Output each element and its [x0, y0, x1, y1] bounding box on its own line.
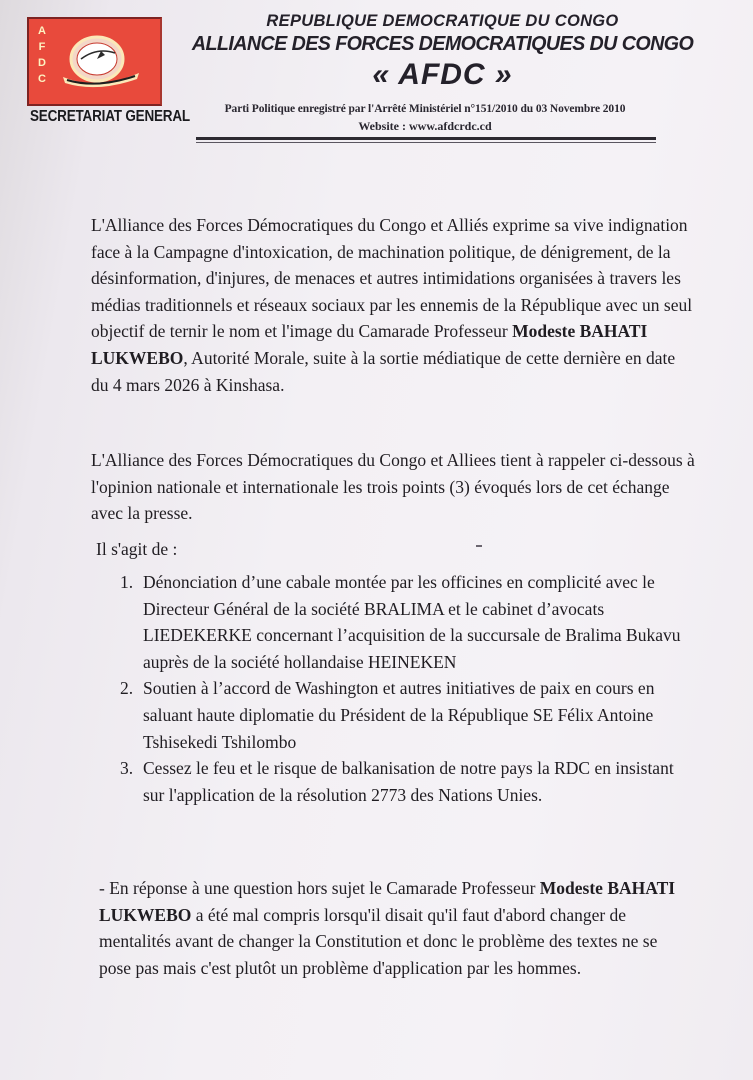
points-list [96, 569, 686, 808]
list-number: 3. [120, 758, 134, 779]
secretariat-label: SECRETARIAT GENERAL [30, 107, 190, 125]
logo-letter: A [38, 25, 46, 37]
list-number: 2. [120, 678, 134, 699]
list-text: Cessez le feu et le risque de balkanisation de notre pays la RDC en insistant sur l'application de la résolution 2773 des Nations Unies. [143, 758, 674, 805]
website-line [205, 119, 645, 134]
list-intro: Il s'agit de : [96, 539, 178, 559]
list-number: 1. [120, 572, 134, 592]
afdc-emblem-icon [57, 29, 143, 91]
paragraph-indignation [91, 212, 696, 398]
letterhead [170, 10, 715, 94]
afdc-logo [27, 17, 162, 106]
logo-letter: D [38, 57, 46, 69]
logo-letter: F [38, 41, 46, 53]
paragraph-response [99, 875, 689, 981]
logo-letter: C [38, 73, 46, 85]
party-acronym: « AFDC » [372, 58, 513, 91]
paragraph-text: L'Alliance des Forces Démocratiques du Congo et Alliés exprime sa vive indignation face à la Campagne d'intoxication, de machination politique, de dénigrement, de la désinformation, d'injures, de menaces et autres intimidations organisées à travers les médias traditionnels et réseaux sociaux par les ennemis de la République avec un seul objectif de ternir le nom et l'image du Camarade Professeur [91, 215, 693, 342]
list-item [96, 675, 686, 755]
header-rule-thin [196, 142, 656, 143]
person-name: Modeste BAHATI LUKWEBO [99, 878, 676, 925]
republic-title: REPUBLIQUE DEMOCRATIQUE DU CONGO [266, 12, 619, 30]
registration-line: Parti Politique enregistré par l'Arrêté Ministériel n°151/2010 du 03 Novembre 2010 [224, 103, 626, 115]
list-text: Soutien à l’accord de Washington et autres initiatives de paix en cours en saluant haute diplomatie du Président de la République SE Félix Antoine Tshisekedi Tshilombo [143, 678, 655, 752]
paragraph-text: - En réponse à une question hors sujet le Camarade Professeur [99, 878, 540, 898]
paragraph-text: a été mal compris lorsqu'il disait qu'il faut d'abord changer de mentalités avant de changer la Constitution et donc le problème des textes ne se pose pas mais c'est plutôt un problème d'application par les hommes. [99, 904, 658, 978]
list-item [96, 569, 686, 675]
list-text: Dénonciation d’une cabale montée par les officines en complicité avec le Directeur Général de la société BRALIMA et le cabinet d’avocats LIEDEKERKE concernant l’acquisition de la succursale de Bralima Bukavu auprès de la société hollandaise HEINEKEN [143, 572, 681, 672]
header-rule [196, 137, 656, 140]
list-item [96, 755, 686, 808]
logo-letters [37, 23, 47, 87]
party-name: ALLIANCE DES FORCES DEMOCRATIQUES DU CONGO [191, 32, 694, 55]
paragraph-reminder: L'Alliance des Forces Démocratiques du Congo et Alliees tient à rappeler ci-dessous à l'opinion nationale et internationale les trois points (3) évoqués lors de cet échange avec la presse. [91, 450, 695, 524]
stray-mark [476, 545, 482, 547]
person-name: Modeste BAHATI LUKWEBO [91, 321, 648, 368]
website-label: Website : [358, 119, 406, 133]
paragraph-text: , Autorité Morale, suite à la sortie médiatique de cette dernière en date du 4 mars 2026 à Kinshasa. [91, 347, 676, 395]
website-link[interactable]: www.afdcrdc.cd [409, 119, 492, 133]
